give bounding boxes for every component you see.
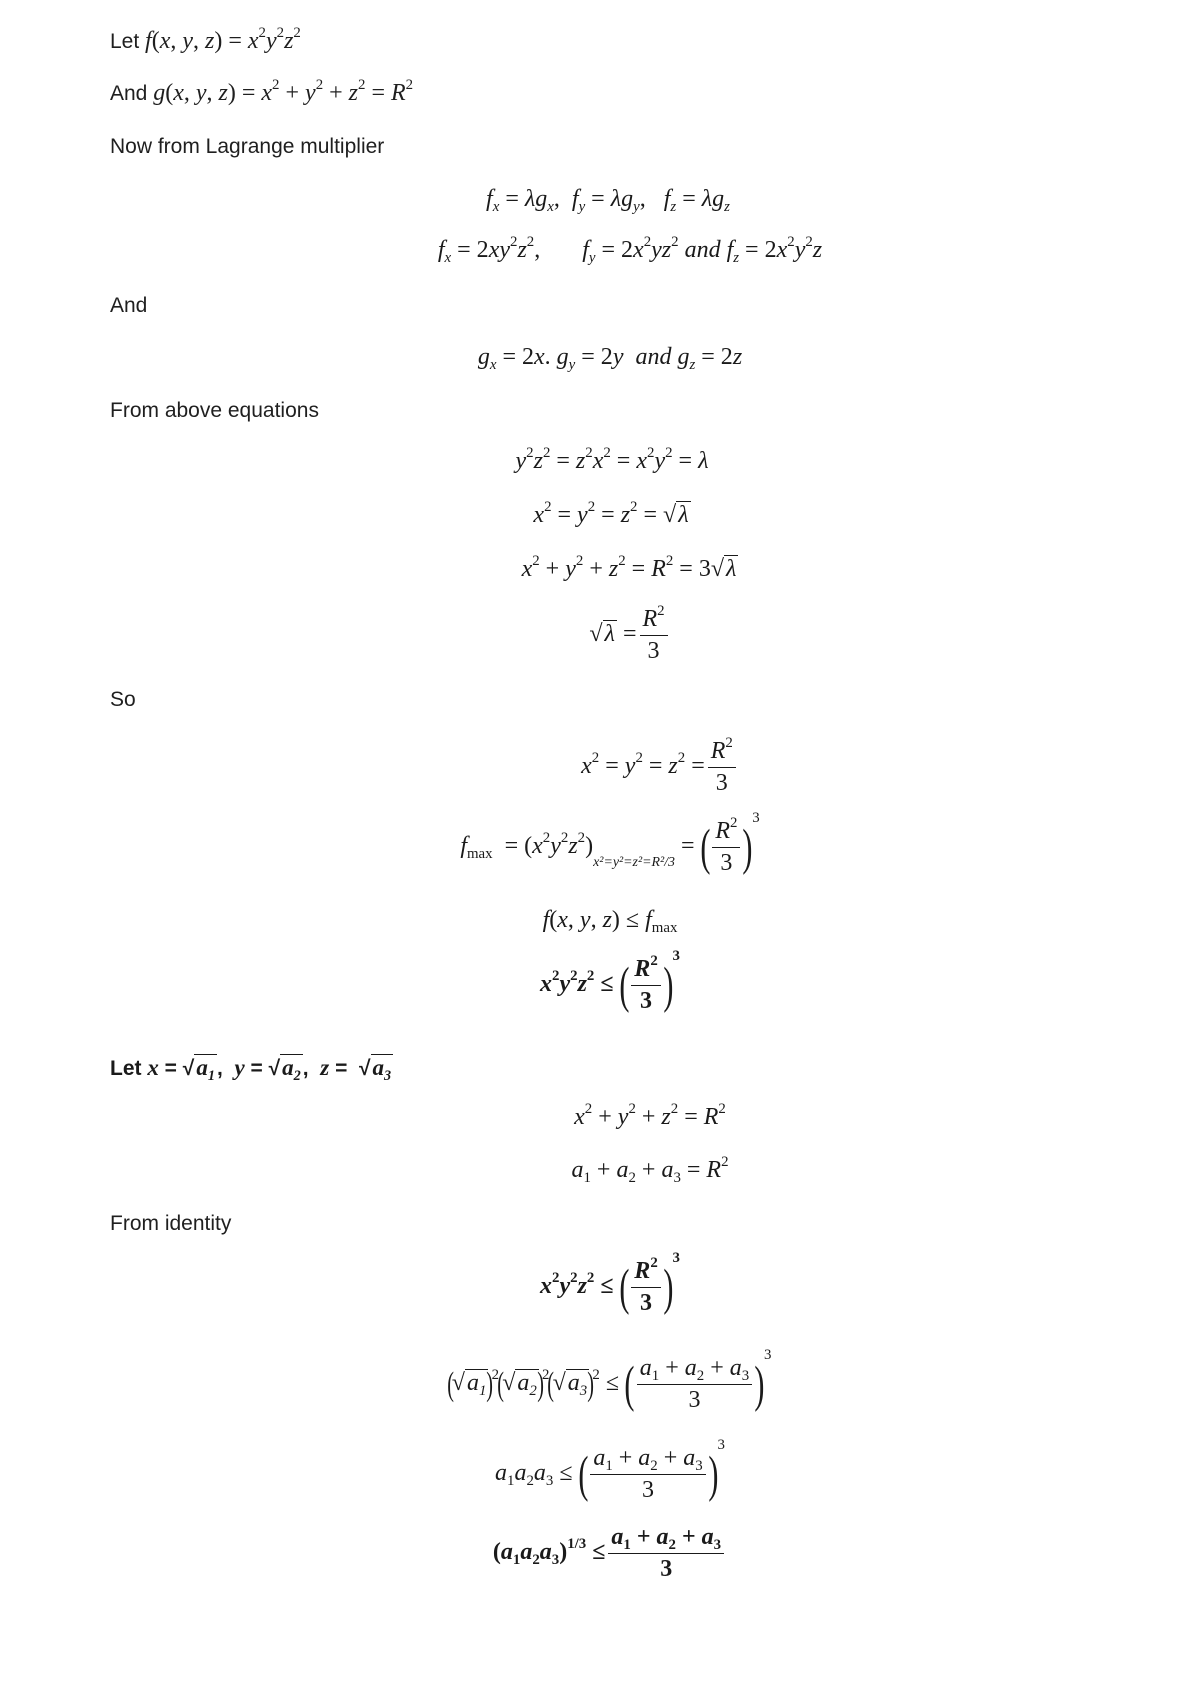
- so-label: So: [110, 688, 136, 711]
- inequality-bold-1: $x^2y^2z^2$ ≤ ( $\frac{R^2}{3}$ )3: [540, 948, 680, 1014]
- from-above-label: From above equations: [110, 399, 319, 422]
- partials-f: $f_x = 2xy^2z^2$, $f_y = 2x^2yz^2$ and $f_z = 2x^2y^2z$: [437, 233, 823, 267]
- definition-g: And g(x, y, $z) = x^2 + y^2 + z^2 = R^2$: [110, 76, 414, 106]
- inequality-f-le-fmax: f(x, y, $z) \le f_{max}$: [542, 907, 678, 937]
- inequality-product: $a_1a_2a_3$ ≤ ( $\frac{a_1 + a_2 + a_3}{3}$ )3: [495, 1437, 725, 1503]
- equation-sum-squares-2: $x^2 + y^2 + z^2 = R^2$: [574, 1100, 726, 1130]
- equation-lambda: $y^2z^2 = z^2x^2 = x^2y^2 = \lambda$: [515, 444, 709, 474]
- inequality-bold-2: $x^2y^2z^2$ ≤ ( $\frac{R^2}{3}$ )3: [540, 1250, 680, 1316]
- substitution-line: Let $x = √a_1$, $y = √a_2$, $z = √a_3$: [110, 1055, 392, 1084]
- equation-root-lambda-value: √λ = $\frac{R^2}{3}$: [0, 606, 1200, 665]
- am-gm-inequality: $(a_1a_2a_3)^{1/3}$ ≤ $\frac{a_1 + a_2 + a_3}{3}$: [0, 1524, 1200, 1583]
- partials-g: $g_x = 2x$. $g_y = 2y$ and $g_z = 2z$: [477, 344, 743, 374]
- and-label: And: [110, 294, 148, 317]
- equation-sum-a: $a_1 + a_2 + a_3 = R^2$: [571, 1153, 729, 1187]
- from-identity-label: From identity: [110, 1212, 232, 1235]
- equation-fmax: $f_{max} = (x^2y^2z^2)x^2=y^2=z^2=R^2/3$ = ( $\frac{R^2}{3}$ )3: [460, 810, 760, 876]
- equation-sum-squares: $x^2 + y^2 + z^2 = R^2 = 3√\lambda$: [521, 552, 737, 582]
- equation-squares-root-lambda: $x^2 = y^2 = z^2 = √\lambda$: [533, 498, 689, 528]
- definition-f: Let f(x, y, $z) = x^2y^2z^2$: [110, 24, 301, 54]
- lagrange-heading: Now from Lagrange multiplier: [110, 135, 385, 158]
- inequality-roots: $(√a_1)^2(√a_2)^2(√a_3)^2$ ≤ ( $\frac{a_1 + a_2 + a_3}{3}$ )3: [446, 1347, 772, 1413]
- lagrange-conditions: $f_x = \lambda g_x$, $f_y = \lambda g_y$, $f_z = \lambda g_z$: [486, 186, 730, 216]
- equation-squares-value: $x^2 = y^2 = z^2$ = $\frac{R^2}{3}$: [0, 738, 1200, 797]
